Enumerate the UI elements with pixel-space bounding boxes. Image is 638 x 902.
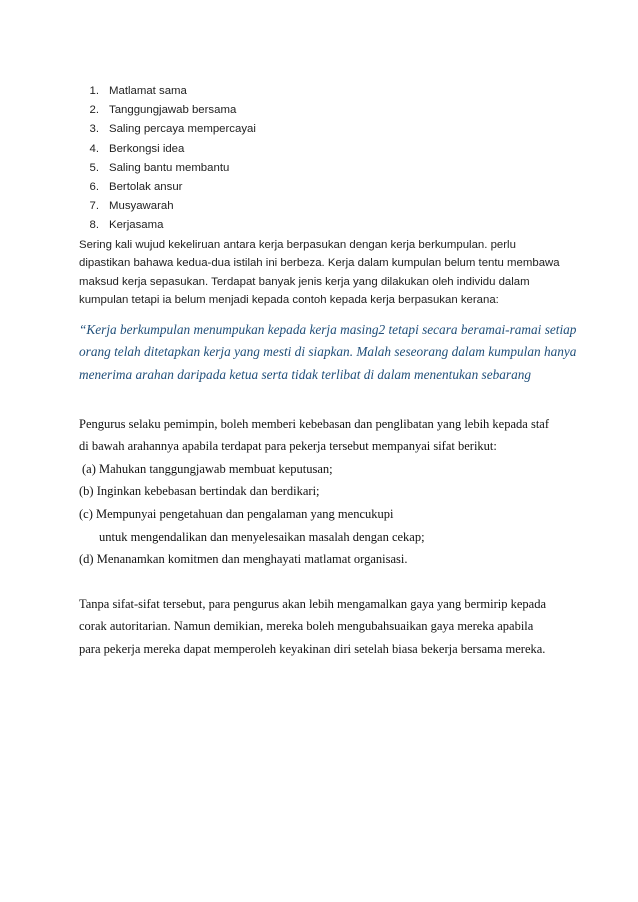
list-text: Saling percaya mempercayai xyxy=(109,123,256,136)
paragraph-line: Sering kali wujud kekeliruan antara kerja berpasukan dengan kerja berkumpulan. perlu xyxy=(79,238,516,251)
list-number: 4. xyxy=(89,142,99,155)
criteria-item-b: (b) Inginkan kebebasan bertindak dan berdikari; xyxy=(79,484,320,499)
paragraph-line: para pekerja mereka dapat memperoleh keyakinan diri setelah biasa bekerja bersama mereka. xyxy=(79,642,546,656)
paragraph-tanpa-sifat xyxy=(79,593,569,661)
list-number: 2. xyxy=(89,104,99,117)
list-text: Musyawarah xyxy=(109,200,174,213)
list-number: 7. xyxy=(89,200,99,213)
list-item xyxy=(79,120,569,139)
document-body xyxy=(79,82,577,661)
numbered-list xyxy=(79,82,569,236)
list-number: 5. xyxy=(89,161,99,174)
quote-line: “Kerja berkumpulan menumpukan kepada kerja masing2 tetapi secara beramai-ramai setiap xyxy=(79,321,577,337)
list-text: Matlamat sama xyxy=(109,85,187,97)
list-text: Tanggungjawab bersama xyxy=(109,104,237,117)
criteria-item-a: (a) Mahukan tanggungjawab membuat keputusan; xyxy=(82,461,333,476)
paragraph-line: di bawah arahannya apabila terdapat para pekerja tersebut mempanyai sifat berikut: xyxy=(79,439,497,454)
list-item xyxy=(79,178,569,197)
list-number: 6. xyxy=(89,180,99,193)
list-text: Berkongsi idea xyxy=(109,142,185,155)
quote-block xyxy=(79,319,577,387)
paragraph-line: Tanpa sifat-sifat tersebut, para pengurus akan lebih mengamalkan gaya yang bermirip kepada xyxy=(79,596,546,611)
paragraph-line: corak autoritarian. Namun demikian, mereka boleh mengubahsuaikan gaya mereka apabila xyxy=(79,619,534,634)
list-item xyxy=(79,197,569,216)
list-item xyxy=(79,140,569,159)
paragraph-line: Pengurus selaku pemimpin, boleh memberi kebebasan dan penglibatan yang lebih kepada staf xyxy=(79,416,550,431)
paragraph-line: maksud kerja sepasukan. Terdapat banyak jenis kerja yang dilakukan oleh individu dalam xyxy=(79,275,530,288)
paragraph-line: dipastikan bahawa kedua-dua istilah ini berbeza. Kerja dalam kumpulan belum tentu membawa xyxy=(79,257,560,270)
criteria-item-d: (d) Menanamkan komitmen dan menghayati matlamat organisasi. xyxy=(79,552,408,567)
list-item xyxy=(79,82,569,101)
list-item xyxy=(79,101,569,120)
criteria-item-c-continued: untuk mengendalikan dan menyelesaikan masalah dengan cekap; xyxy=(99,529,425,544)
paragraph-line: kumpulan tetapi ia belum menjadi kepada contoh kepada kerja berpasukan kerana: xyxy=(79,294,499,307)
list-text: Saling bantu membantu xyxy=(109,161,230,174)
list-text: Kerjasama xyxy=(109,219,164,232)
list-number: 1. xyxy=(89,85,99,97)
quote-line: orang telah ditetapkan kerja yang mesti di siapkan. Malah seseorang dalam kumpulan hanya xyxy=(79,344,577,360)
paragraph-pengurus xyxy=(79,413,569,571)
list-item xyxy=(79,159,569,178)
paragraph-kerja-berpasukan xyxy=(79,236,569,310)
list-number: 3. xyxy=(89,123,99,136)
criteria-item-c: (c) Mempunyai pengetahuan dan pengalaman yang mencukupi xyxy=(79,507,394,522)
list-text: Bertolak ansur xyxy=(109,180,183,193)
list-number: 8. xyxy=(89,219,99,232)
quote-line: menerima arahan daripada ketua serta tidak terlibat di dalam menentukan sebarang xyxy=(79,367,532,383)
list-item xyxy=(79,216,569,235)
